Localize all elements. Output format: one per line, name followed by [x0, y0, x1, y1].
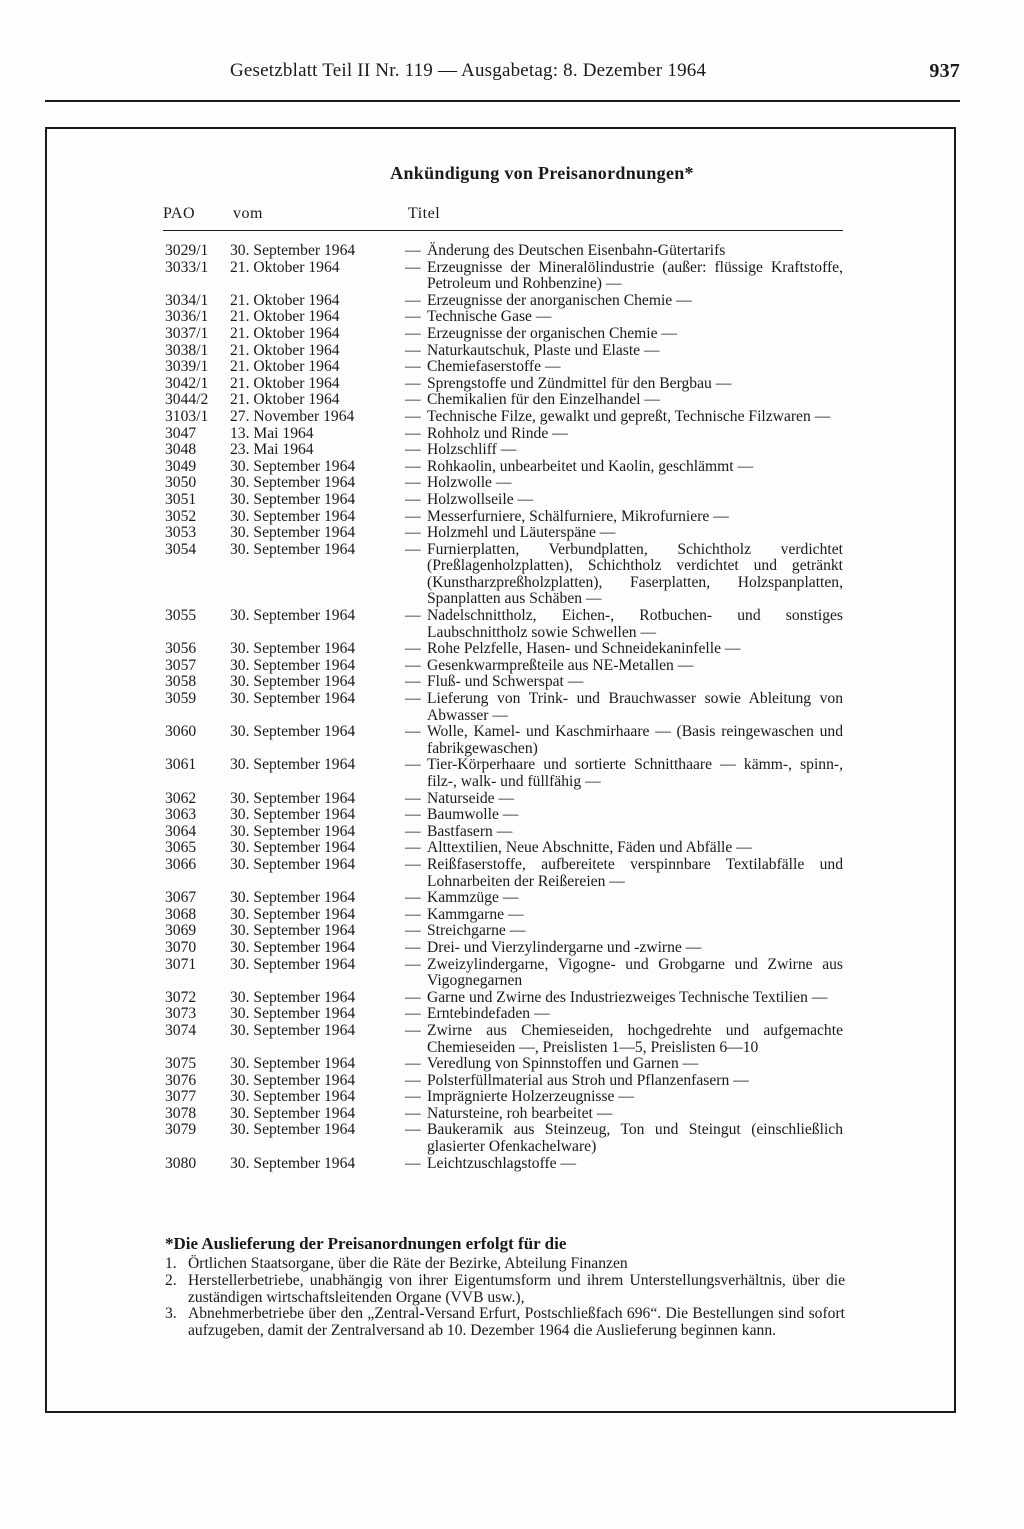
pao-number: 3068 — [165, 905, 197, 923]
pao-number: 3054 — [165, 540, 197, 558]
table-row — [0, 957, 1024, 990]
table-row — [0, 840, 1024, 857]
title-text: Fluß- und Schwerspat — — [427, 673, 584, 691]
issue-date: 27. November 1964 — [230, 407, 355, 425]
title-text: Erzeugnisse der Mineralölindustrie (außer: flüssige Kraftstoffe, Petroleum und Rohbenzine) — — [427, 258, 843, 293]
issue-date: 30. September 1964 — [230, 855, 356, 873]
pao-number: 3055 — [165, 607, 197, 625]
title-text: Wolle, Kamel- und Kaschmirhaare — (Basis reingewaschen und fabrikgewaschen) — [427, 723, 843, 757]
title-text: Rohholz und Rinde — — [427, 424, 568, 442]
table-row — [0, 1006, 1024, 1023]
issue-date: 30. September 1964 — [230, 1104, 356, 1122]
pao-number: 3078 — [165, 1104, 197, 1122]
pao-number: 3060 — [165, 723, 197, 741]
table-row — [0, 509, 1024, 526]
title-text: Reißfaserstoffe, aufbereitete verspinnbare Textilabfälle und Lohnarbeiten der Reißereien — — [427, 855, 843, 890]
pao-number: 3048 — [165, 441, 197, 459]
dash: — — [405, 640, 421, 658]
pao-number: 3069 — [165, 922, 197, 940]
issue-date: 30. September 1964 — [230, 242, 356, 259]
issue-date: 21. Oktober 1964 — [230, 258, 340, 276]
pao-number: 3044/2 — [165, 391, 209, 409]
title-text: Baukeramik aus Steinzeug, Ton und Steingut (einschließlich glasierter Ofenkachelware) — [427, 1121, 843, 1156]
title-text: Chemikalien für den Einzelhandel — — [427, 391, 660, 409]
dash: — — [405, 656, 421, 674]
dash: — — [405, 822, 421, 840]
table-row — [0, 724, 1024, 757]
dash: — — [405, 358, 421, 376]
issue-date: 21. Oktober 1964 — [230, 391, 340, 409]
title-text: Rohe Pelzfelle, Hasen- und Schneidekaninfelle — — [427, 640, 741, 658]
table-row — [0, 1156, 1024, 1173]
issue-date: 21. Oktober 1964 — [230, 324, 340, 342]
pao-number: 3029/1 — [165, 242, 209, 259]
issue-date: 30. September 1964 — [230, 607, 356, 625]
pao-number: 3050 — [165, 474, 197, 492]
table-row — [0, 608, 1024, 641]
issue-date: 30. September 1964 — [230, 806, 356, 824]
footnote-item — [165, 1306, 845, 1340]
price-order-table — [0, 243, 1024, 1172]
pao-number: 3047 — [165, 424, 197, 442]
issue-date: 30. September 1964 — [230, 905, 356, 923]
pao-number: 3070 — [165, 938, 197, 956]
page-number: 937 — [929, 60, 960, 82]
title-text: Änderung des Deutschen Eisenbahn-Gütertarifs — [427, 242, 726, 259]
dash: — — [405, 690, 421, 708]
title-text: Bastfasern — — [427, 822, 513, 840]
pao-number: 3049 — [165, 457, 197, 475]
dash: — — [405, 374, 421, 392]
dash: — — [405, 988, 421, 1006]
pao-number: 3036/1 — [165, 308, 209, 326]
dash: — — [405, 424, 421, 442]
table-row — [0, 492, 1024, 509]
table-row — [0, 343, 1024, 360]
footnote-number: 3. — [165, 1305, 177, 1323]
pao-number: 3059 — [165, 690, 197, 708]
title-text: Imprägnierte Holzerzeugnisse — — [427, 1088, 634, 1106]
pao-number: 3053 — [165, 524, 197, 542]
issue-date: 21. Oktober 1964 — [230, 374, 340, 392]
table-row — [0, 542, 1024, 608]
title-text: Naturkautschuk, Plaste und Elaste — — [427, 341, 660, 359]
dash: — — [405, 391, 421, 409]
dash: — — [405, 839, 421, 857]
issue-date: 21. Oktober 1964 — [230, 308, 340, 326]
title-text: Zweizylindergarne, Vigogne- und Grobgarne und Zwirne aus Vigognegarnen — [427, 955, 843, 990]
table-row — [0, 309, 1024, 326]
dash: — — [405, 955, 421, 973]
title-text: Technische Gase — — [427, 308, 552, 326]
issue-date: 23. Mai 1964 — [230, 441, 314, 459]
pao-number: 3061 — [165, 756, 197, 774]
dash: — — [405, 789, 421, 807]
title-text: Holzwolle — — [427, 474, 512, 492]
dash: — — [405, 723, 421, 741]
issue-date: 30. September 1964 — [230, 1154, 356, 1172]
pao-number: 3056 — [165, 640, 197, 658]
issue-date: 21. Oktober 1964 — [230, 291, 340, 309]
dash: — — [405, 1154, 421, 1172]
table-row — [0, 691, 1024, 724]
title-text: Messerfurniere, Schälfurniere, Mikrofurniere — — [427, 507, 729, 525]
issue-date: 30. September 1964 — [230, 839, 356, 857]
dash: — — [405, 524, 421, 542]
page-header — [230, 60, 960, 82]
pao-number: 3033/1 — [165, 258, 209, 276]
issue-date: 30. September 1964 — [230, 1055, 356, 1073]
pao-number: 3051 — [165, 490, 197, 508]
title-text: Gesenkwarmpreßteile aus NE-Metallen — — [427, 656, 694, 674]
dash: — — [405, 324, 421, 342]
issue-date: 30. September 1964 — [230, 1121, 356, 1139]
issue-date: 13. Mai 1964 — [230, 424, 314, 442]
issue-date: 30. September 1964 — [230, 457, 356, 475]
table-row — [0, 293, 1024, 310]
table-row — [0, 326, 1024, 343]
title-text: Rohkaolin, unbearbeitet und Kaolin, geschlämmt — — [427, 457, 754, 475]
title-text: Holzwollseile — — [427, 490, 534, 508]
issue-date: 30. September 1964 — [230, 540, 356, 558]
title-text: Leichtzuschlagstoffe — — [427, 1154, 577, 1172]
dash: — — [405, 1055, 421, 1073]
issue-date: 30. September 1964 — [230, 656, 356, 674]
table-row — [0, 525, 1024, 542]
table-row — [0, 1073, 1024, 1090]
footnote-text: Abnehmerbetriebe über den „Zentral-Versand Erfurt, Postschließfach 696“. Die Bestellungen sind sofort aufzugeben, damit der Zentralversand ab 10. Dezember 1964 die Auslieferung beginnen kann. — [188, 1305, 845, 1340]
pao-number: 3072 — [165, 988, 197, 1006]
table-row — [0, 923, 1024, 940]
table-row — [0, 1106, 1024, 1123]
issue-date: 30. September 1964 — [230, 490, 356, 508]
title-text: Zwirne aus Chemieseiden, hochgedrehte und aufgemachte Chemieseiden —, Preislisten 1—5, Preislisten 6—10 — [427, 1021, 843, 1056]
issue-date: 30. September 1964 — [230, 1088, 356, 1106]
pao-number: 3073 — [165, 1005, 197, 1023]
issue-date: 30. September 1964 — [230, 690, 356, 708]
title-text: Alttextilien, Neue Abschnitte, Fäden und Abfälle — — [427, 839, 752, 857]
table-row — [0, 641, 1024, 658]
title-text: Sprengstoffe und Zündmittel für den Bergbau — — [427, 374, 732, 392]
dash: — — [405, 1021, 421, 1039]
title-text: Streichgarne — — [427, 922, 526, 940]
table-row — [0, 1089, 1024, 1106]
footnote-number: 2. — [165, 1271, 177, 1289]
issue-date: 30. September 1964 — [230, 1071, 356, 1089]
dash: — — [405, 889, 421, 907]
table-row — [0, 243, 1024, 260]
title-text: Holzschliff — — [427, 441, 517, 459]
issue-date: 30. September 1964 — [230, 922, 356, 940]
pao-number: 3064 — [165, 822, 197, 840]
pao-number: 3065 — [165, 839, 197, 857]
title-text: Polsterfüllmaterial aus Stroh und Pflanzenfasern — — [427, 1071, 749, 1089]
footnote-item — [165, 1256, 845, 1273]
pao-number: 3077 — [165, 1088, 197, 1106]
table-row — [0, 1122, 1024, 1155]
pao-number: 3039/1 — [165, 358, 209, 376]
table-row — [0, 359, 1024, 376]
issue-date: 30. September 1964 — [230, 673, 356, 691]
table-row — [0, 857, 1024, 890]
title-text: Furnierplatten, Verbundplatten, Schichtholz verdichtet (Preßlagenholzplatten), Schichtholz verdichtet und getränkt (Kunstharzpreßholzplatten), Faserplatten, Holzspanplatten, Spanplatten aus Schäben — — [427, 540, 843, 608]
table-row — [0, 757, 1024, 790]
dash: — — [405, 1005, 421, 1023]
pao-number: 3075 — [165, 1055, 197, 1073]
dash: — — [405, 441, 421, 459]
title-text: Natursteine, roh bearbeitet — — [427, 1104, 613, 1122]
table-row — [0, 260, 1024, 293]
table-header-rule — [163, 230, 843, 231]
pao-number: 3067 — [165, 889, 197, 907]
title-text: Erzeugnisse der anorganischen Chemie — — [427, 291, 692, 309]
pao-number: 3063 — [165, 806, 197, 824]
footnote-item — [165, 1273, 845, 1307]
column-header-vom: vom — [233, 205, 263, 222]
table-row — [0, 376, 1024, 393]
pao-number: 3034/1 — [165, 291, 209, 309]
footnote-heading: *Die Auslieferung der Preisanordnungen erfolgt für die — [165, 1234, 567, 1253]
dash: — — [405, 756, 421, 774]
title-text: Kammgarne — — [427, 905, 524, 923]
table-row — [0, 907, 1024, 924]
table-row — [0, 674, 1024, 691]
table-row — [0, 1023, 1024, 1056]
dash: — — [405, 540, 421, 558]
dash: — — [405, 938, 421, 956]
table-row — [0, 475, 1024, 492]
title-text: Technische Filze, gewalkt und gepreßt, Technische Filzwaren — — [427, 407, 831, 425]
title-text: Erntebindefaden — — [427, 1005, 550, 1023]
column-header-pao: PAO — [163, 205, 196, 222]
pao-number: 3074 — [165, 1021, 197, 1039]
dash: — — [405, 1121, 421, 1139]
pao-number: 3076 — [165, 1071, 197, 1089]
issue-date: 30. September 1964 — [230, 474, 356, 492]
title-text: Baumwolle — — [427, 806, 519, 824]
pao-number: 3066 — [165, 855, 197, 873]
table-row — [0, 1056, 1024, 1073]
dash: — — [405, 291, 421, 309]
pao-number: 3062 — [165, 789, 197, 807]
pao-number: 3037/1 — [165, 324, 209, 342]
issue-date: 30. September 1964 — [230, 955, 356, 973]
dash: — — [405, 407, 421, 425]
table-row — [0, 426, 1024, 443]
issue-date: 30. September 1964 — [230, 507, 356, 525]
issue-date: 21. Oktober 1964 — [230, 358, 340, 376]
dash: — — [405, 673, 421, 691]
table-row — [0, 442, 1024, 459]
issue-date: 21. Oktober 1964 — [230, 341, 340, 359]
pao-number: 3071 — [165, 955, 197, 973]
pao-number: 3079 — [165, 1121, 197, 1139]
issue-date: 30. September 1964 — [230, 756, 356, 774]
table-row — [0, 940, 1024, 957]
dash: — — [405, 258, 421, 276]
title-text: Naturseide — — [427, 789, 515, 807]
issue-date: 30. September 1964 — [230, 789, 356, 807]
pao-number: 3080 — [165, 1154, 197, 1172]
issue-date: 30. September 1964 — [230, 822, 356, 840]
header-text: Gesetzblatt Teil II Nr. 119 — Ausgabetag: 8. Dezember 1964 — [230, 60, 707, 81]
dash: — — [405, 490, 421, 508]
table-row — [0, 990, 1024, 1007]
dash: — — [405, 457, 421, 475]
dash: — — [405, 607, 421, 625]
footnote-text: Herstellerbetriebe, unabhängig von ihrer Eigentumsform und ihrem Unterstellungsverhältnis, über die zuständigen wirtschaftsleitenden Organe (VVB usw.), — [188, 1271, 845, 1306]
dash: — — [405, 1088, 421, 1106]
pao-number: 3042/1 — [165, 374, 209, 392]
issue-date: 30. September 1964 — [230, 988, 356, 1006]
title-text: Chemiefaserstoffe — — [427, 358, 561, 376]
dash: — — [405, 922, 421, 940]
dash: — — [405, 341, 421, 359]
table-row — [0, 890, 1024, 907]
footnote-number: 1. — [165, 1255, 177, 1272]
dash: — — [405, 1071, 421, 1089]
pao-number: 3103/1 — [165, 407, 209, 425]
issue-date: 30. September 1964 — [230, 938, 356, 956]
title-text: Kammzüge — — [427, 889, 519, 907]
issue-date: 30. September 1964 — [230, 723, 356, 741]
table-row — [0, 824, 1024, 841]
title-text: Garne und Zwirne des Industriezweiges Technische Textilien — — [427, 988, 828, 1006]
footnote-text: Örtlichen Staatsorgane, über die Räte der Bezirke, Abteilung Finanzen — [188, 1255, 628, 1272]
header-rule — [45, 100, 960, 102]
page-title: Ankündigung von Preisanordnungen* — [390, 163, 694, 183]
title-text: Erzeugnisse der organischen Chemie — — [427, 324, 678, 342]
footnote-list — [165, 1256, 845, 1340]
dash: — — [405, 308, 421, 326]
table-row — [0, 459, 1024, 476]
pao-number: 3058 — [165, 673, 197, 691]
table-row — [0, 807, 1024, 824]
pao-number: 3057 — [165, 656, 197, 674]
table-row — [0, 791, 1024, 808]
title-text: Holzmehl und Läuterspäne — — [427, 524, 616, 542]
title-text: Lieferung von Trink- und Brauchwasser sowie Ableitung von Abwasser — — [427, 690, 843, 724]
issue-date: 30. September 1964 — [230, 889, 356, 907]
column-header-titel: Titel — [408, 205, 441, 222]
dash: — — [405, 242, 421, 259]
table-row — [0, 392, 1024, 409]
table-row — [0, 409, 1024, 426]
pao-number: 3052 — [165, 507, 197, 525]
title-text: Drei- und Vierzylindergarne und -zwirne — — [427, 938, 702, 956]
title-text: Tier-Körperhaare und sortierte Schnitthaare — kämm-, spinn-, filz-, walk- und füllfähig — — [427, 756, 843, 790]
dash: — — [405, 905, 421, 923]
issue-date: 30. September 1964 — [230, 1005, 356, 1023]
pao-number: 3038/1 — [165, 341, 209, 359]
dash: — — [405, 474, 421, 492]
issue-date: 30. September 1964 — [230, 524, 356, 542]
dash: — — [405, 507, 421, 525]
issue-date: 30. September 1964 — [230, 640, 356, 658]
title-text: Veredlung von Spinnstoffen und Garnen — — [427, 1055, 699, 1073]
dash: — — [405, 1104, 421, 1122]
dash: — — [405, 806, 421, 824]
table-row — [0, 658, 1024, 675]
issue-date: 30. September 1964 — [230, 1021, 356, 1039]
dash: — — [405, 855, 421, 873]
title-text: Nadelschnittholz, Eichen-, Rotbuchen- und sonstiges Laubschnittholz sowie Schwellen — — [427, 607, 843, 641]
